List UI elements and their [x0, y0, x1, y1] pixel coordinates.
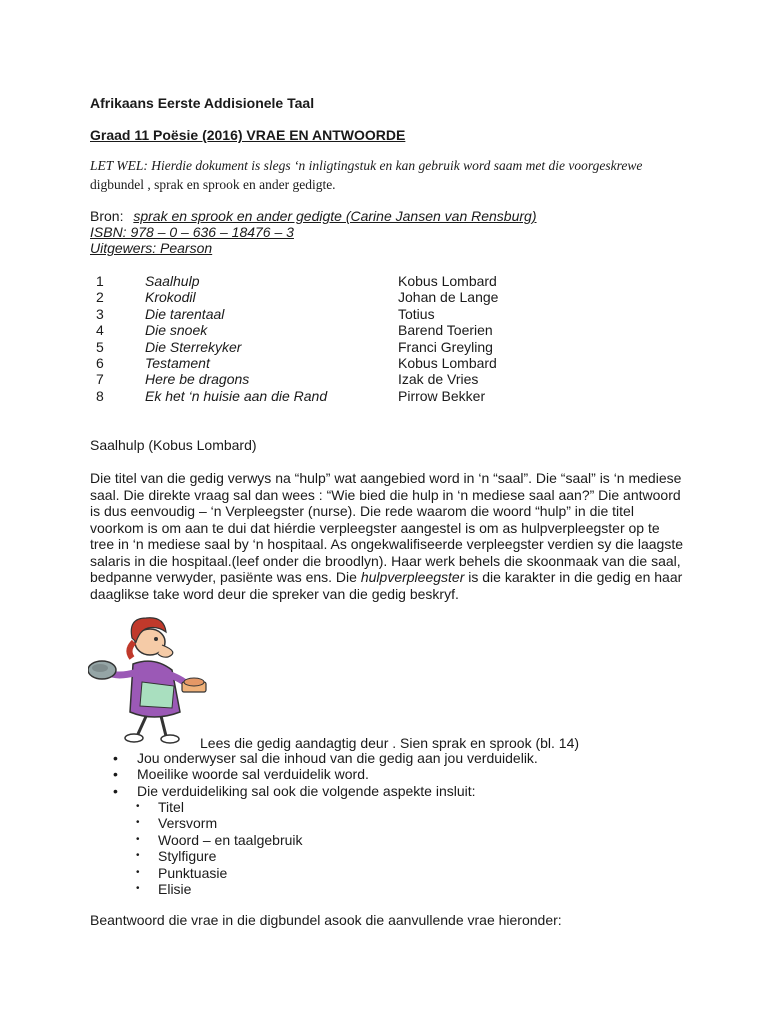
bullet-icon: •	[136, 850, 140, 862]
notice-label: LET WEL	[90, 158, 144, 173]
bullet-icon: •	[136, 801, 140, 812]
paragraph-line: daaglikse take word deur die spreker van die gedig beskryf.	[90, 585, 459, 602]
notice-line-1	[90, 157, 642, 174]
list-item	[136, 815, 303, 832]
notice-line-2: digbundel , sprak en sprook en ander gedigte.	[90, 177, 336, 192]
poem-poet: Kobus Lombard	[398, 273, 497, 289]
subject-heading: Afrikaans Eerste Addisionele Taal	[90, 95, 315, 111]
sub-bullet-list	[136, 799, 303, 898]
paragraph-line	[90, 569, 690, 586]
grade-title: Graad 11 Poësie (2016) VRAE EN ANTWOORDE	[90, 127, 406, 143]
list-item	[113, 782, 538, 799]
paragraph-line: voorkom is om aan te dui dat hiérdie verpleegster aangestel is om as hulpverpleegster op te	[90, 519, 660, 536]
poem-poet: Totius	[398, 305, 435, 322]
poem-title: Here be dragons	[145, 371, 250, 388]
saalhulp-paragraph	[90, 470, 690, 602]
sub-bullet-text: Versvorm	[158, 815, 218, 832]
sub-bullet-text: Woord – en taalgebruik	[158, 831, 303, 848]
closing-instruction: Beantwoord die vrae in die digbundel asook die aanvullende vrae hieronder:	[90, 912, 562, 928]
sub-bullet-text: Stylfigure	[158, 848, 217, 865]
paragraph-text: is die karakter in die gedig en haar	[464, 569, 683, 585]
poem-poet: Kobus Lombard	[398, 355, 497, 371]
sub-bullet-text: Punktuasie	[158, 864, 228, 881]
poem-title: Ek het ‘n huisie aan die Rand	[145, 387, 328, 404]
bullet-text: Moeilike woorde sal verduidelik word.	[137, 766, 369, 783]
poem-title: Testament	[145, 355, 210, 371]
bullet-list	[113, 750, 538, 799]
poem-poet: Pirrow Bekker	[398, 387, 486, 404]
poem-number: 3	[96, 305, 104, 322]
list-item	[113, 766, 538, 783]
paragraph-line: tree in ‘n mediese saal by ‘n hospitaal. As ongekwalifiseerde verpleegster verdien sy die laagste	[90, 536, 684, 552]
list-item	[113, 750, 538, 766]
paragraph-line: saal. Die direkte vraag sal dan wees : “Wie bied die hulp in ‘n mediese saal aan?” Die antwoord	[90, 486, 681, 503]
bullet-icon: •	[136, 883, 140, 895]
list-item	[136, 848, 303, 865]
poem-title: Die snoek	[145, 322, 208, 339]
sub-bullet-text: Elisie	[158, 881, 192, 898]
bullet-icon: •	[136, 833, 140, 845]
paragraph-line: Die titel van die gedig verwys na “hulp” wat aangebied word in ‘n “saal”. Die “saal” is ‘n mediese	[90, 470, 682, 486]
list-item	[136, 799, 303, 815]
poem-poet: Barend Toerien	[398, 322, 493, 339]
paragraph-text: bedpanne verwyder, pasiënte was ens. Die	[90, 569, 361, 585]
poem-poet: Izak de Vries	[398, 371, 479, 388]
source-label: Bron:	[90, 208, 124, 224]
isbn-line: ISBN: 978 – 0 – 636 – 18476 – 3	[90, 224, 294, 240]
sub-bullet-text: Titel	[158, 799, 184, 815]
publisher-line: Uitgewers: Pearson	[90, 240, 213, 256]
poem-number: 6	[96, 355, 104, 371]
paragraph-italic-word: hulpverpleegster	[360, 569, 465, 585]
bullet-text: Die verduideliking sal ook die volgende aspekte insluit:	[137, 782, 476, 799]
poem-title: Die Sterrekyker	[145, 338, 242, 355]
nurse-cartoon-illustration	[88, 612, 208, 747]
poem-number: 7	[96, 371, 104, 388]
bullet-icon: •	[113, 766, 118, 783]
poem-number: 1	[96, 273, 104, 289]
source-value: sprak en sprook en ander gedigte (Carine Jansen van Rensburg)	[133, 208, 537, 224]
section-title: Saalhulp (Kobus Lombard)	[90, 437, 257, 453]
poem-poet: Johan de Lange	[398, 289, 499, 306]
poem-title: Krokodil	[145, 289, 196, 306]
list-item	[136, 864, 303, 881]
notice-text-1: : Hierdie dokument is slegs ‘n inligtingstuk en kan gebruik word saam met die voorgeskrewe	[143, 158, 643, 173]
poem-number: 8	[96, 387, 104, 404]
poem-title: Saalhulp	[145, 273, 200, 289]
paragraph-line: is dus eenvoudig – ‘n Verpleegster (nurse). Die rede waarom die woord “hulp” in die titel	[90, 503, 634, 519]
poem-number: 2	[96, 289, 104, 306]
instruction-line: Lees die gedig aandagtig deur . Sien sprak en sprook (bl. 14)	[200, 735, 580, 751]
bullet-icon: •	[136, 866, 140, 878]
bullet-icon: •	[113, 782, 118, 799]
poem-poet: Franci Greyling	[398, 338, 493, 355]
poem-number: 4	[96, 322, 104, 339]
bullet-text: Jou onderwyser sal die inhoud van die gedig aan jou verduidelik.	[137, 750, 538, 766]
poem-number: 5	[96, 338, 104, 355]
poem-title: Die tarentaal	[145, 305, 225, 322]
list-item	[136, 881, 303, 898]
bullet-icon: •	[113, 750, 118, 766]
bullet-icon: •	[136, 817, 140, 829]
list-item	[136, 831, 303, 848]
paragraph-line: salaris in die hospitaal.(leef onder die broodlyn). Haar werk behels die skoonmaak van die saal,	[90, 552, 681, 569]
source-line	[90, 208, 537, 224]
